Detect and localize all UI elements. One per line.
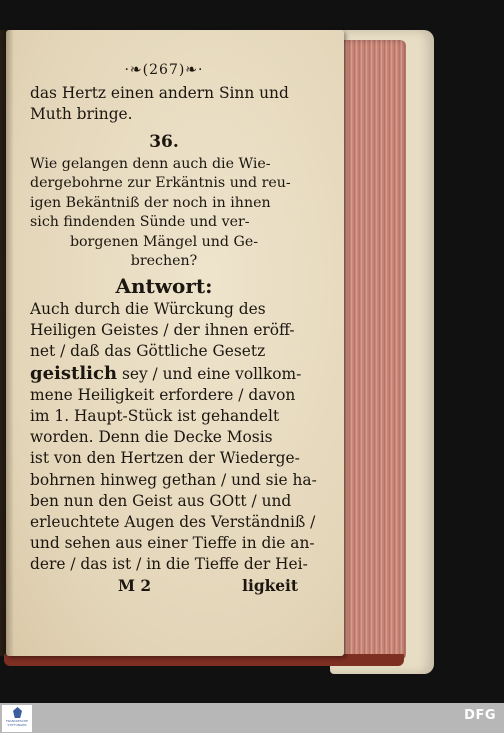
answer-line: mene Heiligkeit erfordere / davon xyxy=(30,385,296,404)
question-line: brechen? xyxy=(130,253,198,270)
page-number: ·❧(267)❧· xyxy=(124,62,204,78)
signature-mark: M 2 xyxy=(118,576,152,595)
page-foot xyxy=(30,576,298,597)
shield-icon xyxy=(13,707,22,718)
text-line: Muth bringe. xyxy=(30,105,133,124)
answer-heading: Antwort: xyxy=(115,273,213,298)
question-line: dergebohrne zur Erkäntnis und reu- xyxy=(30,175,291,192)
answer-line: net / daß das Göttliche Gesetz xyxy=(30,342,266,361)
answer-line: und sehen aus einer Tieffe in die an- xyxy=(30,534,315,553)
spine-shadow xyxy=(0,30,14,656)
answer-line: Auch durch die Würckung des xyxy=(30,300,266,319)
answer-line-rest: sey / und eine vollkom- xyxy=(121,364,302,383)
answer-line: Heiligen Geistes / der ihnen eröff- xyxy=(30,321,295,340)
logo-label: FRANCKESCHE STIFTUNGEN xyxy=(5,719,29,727)
answer-line: bohrnen hinweg gethan / und sie ha- xyxy=(30,470,317,489)
page-text xyxy=(30,60,317,597)
question-line: sich findenden Sünde und ver- xyxy=(30,214,250,231)
answer-line xyxy=(30,362,302,385)
answer-line: ben nun den Geist aus GOtt / und xyxy=(30,491,292,510)
dfg-logo[interactable]: DFG xyxy=(464,708,496,723)
question-number: 36. xyxy=(149,131,179,152)
viewer-footer xyxy=(0,703,504,733)
answer-line: im 1. Haupt-Stück ist gehandelt xyxy=(30,407,280,426)
question-line: igen Bekäntniß der noch in ihnen xyxy=(30,194,271,211)
question-line: Wie gelangen denn auch die Wie- xyxy=(30,155,271,172)
page-edges xyxy=(338,40,406,660)
answer-line: worden. Denn die Decke Mosis xyxy=(30,428,273,447)
emphasis-word: geistlich xyxy=(30,362,118,384)
answer-line: ist von den Hertzen der Wiederge- xyxy=(30,449,300,468)
text-line: das Hertz einen andern Sinn und xyxy=(30,84,289,103)
answer-line: dere / das ist / in die Tieffe der Hei- xyxy=(30,555,308,574)
question-block xyxy=(30,155,298,272)
answer-block xyxy=(30,299,317,576)
institution-logo[interactable] xyxy=(2,705,32,732)
question-line: borgenen Mängel und Ge- xyxy=(69,233,259,250)
answer-line: erleuchtete Augen des Verständniß / xyxy=(30,513,316,532)
catchword: ligkeit xyxy=(242,576,298,595)
